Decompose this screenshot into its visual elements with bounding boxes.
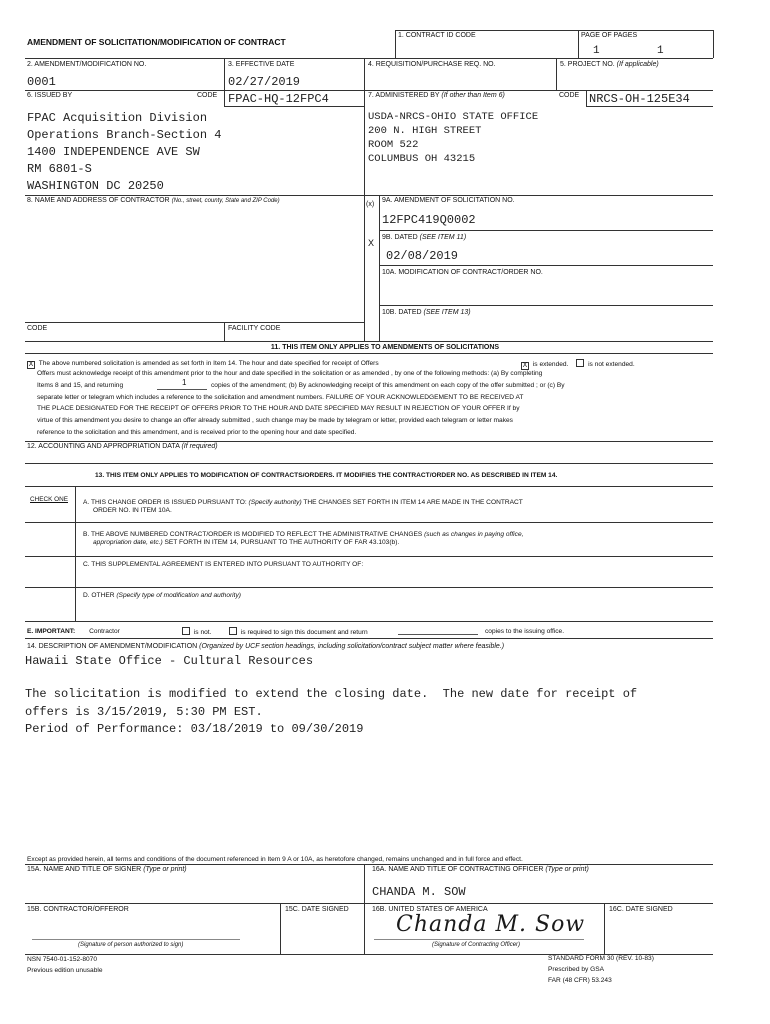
- item14-text: 14. DESCRIPTION OF AMENDMENT/MODIFICATION: [27, 643, 198, 650]
- issued-by-code-label: CODE: [197, 92, 218, 99]
- contractor-offeror-label: 15B. CONTRACTOR/OFFEROR: [27, 906, 129, 913]
- item9b-note: (SEE ITEM 11): [419, 234, 467, 241]
- sig-person-note: (Signature of person authorized to sign): [78, 942, 184, 948]
- nsn: NSN 7540-01-152-8070: [27, 956, 98, 963]
- officer-label: [372, 866, 589, 874]
- item9a-value: 12FPC419Q0002: [382, 213, 476, 227]
- signer-label-note: (Type or print): [143, 866, 187, 873]
- item12-label: [27, 443, 218, 451]
- form-title: AMENDMENT OF SOLICITATION/MODIFICATION OF CONTRACT: [27, 37, 286, 47]
- item12-note: (If required): [181, 443, 218, 450]
- not-extended-label: is not extended.: [588, 361, 635, 368]
- eff-date-label: 3. EFFECTIVE DATE: [228, 61, 295, 68]
- item13b-note1: (such as changes in paying office,: [424, 531, 524, 538]
- item11-line5: THE PLACE DESIGNATED FOR THE RECEIPT OF OFFERS PRIOR TO THE HOUR AND DATE SPECIFIED MAY RESULT IN REJECTION OF YOUR OFFER If by: [37, 405, 520, 412]
- far-reference: FAR (48 CFR) 53.243: [548, 977, 612, 984]
- item9b-value: 02/08/2019: [386, 249, 459, 263]
- amend-no-label: 2. AMENDMENT/MODIFICATION NO.: [27, 61, 147, 68]
- item9a-label: 9A. AMENDMENT OF SOLICITATION NO.: [382, 197, 515, 204]
- item10a-label: 10A. MODIFICATION OF CONTRACT/ORDER NO.: [382, 269, 543, 276]
- item13c[interactable]: C. THIS SUPPLEMENTAL AGREEMENT IS ENTERED INTO PURSUANT TO AUTHORITY OF:: [83, 561, 364, 568]
- item10b-label: [382, 309, 471, 317]
- issued-by-code: FPAC-HQ-12FPC4: [228, 92, 329, 106]
- administered-by-address: USDA-NRCS-OHIO STATE OFFICE 200 N. HIGH STREET ROOM 522 COLUMBUS OH 43215: [368, 111, 539, 165]
- except-text: Except as provided herein, all terms and conditions of the document referenced in Item 9 A or 10A, as heretofore changed, remains unchanged and in full force and effect.: [27, 856, 523, 863]
- administered-by-code: NRCS-OH-125E34: [589, 92, 690, 106]
- item10b-text: 10B. DATED: [382, 309, 422, 316]
- item13d-text: D. OTHER: [83, 592, 115, 599]
- copies-to-label: copies to the issuing office.: [485, 628, 565, 635]
- page-number: 1: [593, 45, 600, 57]
- item11-checkbox[interactable]: X: [28, 361, 34, 368]
- item13b-text2: SET FORTH IN ITEM 14, PURSUANT TO THE AUTHORITY OF FAR 43.103(b).: [164, 539, 400, 546]
- item13b-note2: appropriation date, etc.): [93, 539, 163, 546]
- item13a-note: (Specify authority): [248, 499, 302, 506]
- is-not-label: is not.: [193, 629, 212, 636]
- item11-line2: Offers must acknowledge receipt of this amendment prior to the hour and date specified in the solicitation or as amended , by one of the following methods: (a) By completing: [37, 370, 543, 377]
- important-row: [27, 627, 120, 636]
- contractor-label: [27, 197, 280, 205]
- item14-subject: Hawaii State Office - Cultural Resources: [25, 654, 314, 668]
- item9b-text: 9B. DATED: [382, 234, 418, 241]
- item11-line4: separate letter or telegram which includes a reference to the solicitation and amendment numbers. FAILURE OF YOUR ACKNOWLEDGEMENT TO BE RECEIVED AT: [37, 394, 524, 401]
- item11-line3b: copies of the amendment; (b) By acknowledging receipt of this amendment on each copy of the offer submitted ; or (c) By: [211, 382, 565, 389]
- item13d-note: (Specify type of modification and authority): [116, 592, 241, 599]
- total-pages: 1: [657, 45, 664, 57]
- item13d[interactable]: [83, 591, 241, 600]
- administered-by-label: [368, 92, 505, 100]
- previous-edition: Previous edition unusable: [27, 967, 103, 974]
- not-extended-checkbox[interactable]: [576, 359, 584, 367]
- item13a-text3: ORDER NO. IN ITEM 10A.: [93, 507, 172, 514]
- contractor-label-text: 8. NAME AND ADDRESS OF CONTRACTOR: [27, 197, 170, 204]
- item12-text: 12. ACCOUNTING AND APPROPRIATION DATA: [27, 443, 180, 450]
- item11-line7: reference to the solicitation and this amendment, and is received prior to the opening hour and date specified.: [37, 429, 357, 436]
- project-no-text: 5. PROJECT NO.: [560, 61, 615, 68]
- item13a-text1: A. THIS CHANGE ORDER IS ISSUED PURSUANT TO:: [83, 499, 247, 506]
- contractor-label-note: (No., street, county, State and ZIP Code): [171, 198, 280, 204]
- item13b-line2: [93, 538, 399, 547]
- is-required-label: is required to sign this document and return: [240, 629, 368, 636]
- amend-no-value: 0001: [27, 75, 56, 89]
- sig-officer-note: (Signature of Contracting Officer): [432, 942, 521, 948]
- contract-id-label: 1. CONTRACT ID CODE: [398, 32, 476, 39]
- date-signed-15c: 15C. DATE SIGNED: [285, 906, 349, 913]
- item9-mark-b: X: [368, 238, 375, 248]
- item11-line1-text: The above numbered solicitation is amended as set forth in Item 14. The hour and date specified for receipt of Offers: [38, 360, 379, 367]
- item14-label: [27, 643, 504, 651]
- item11-heading: 11. THIS ITEM ONLY APPLIES TO AMENDMENTS OF SOLICITATIONS: [270, 344, 500, 351]
- req-no-label: 4. REQUISITION/PURCHASE REQ. NO.: [368, 61, 496, 68]
- usa-label: 16B. UNITED STATES OF AMERICA: [372, 906, 488, 913]
- prescribed-by: Prescribed by GSA: [548, 966, 605, 973]
- check-one-label: CHECK ONE: [30, 496, 68, 503]
- contracting-officer-signature: Chanda M. Sow: [396, 912, 586, 937]
- project-no-note: (If applicable): [616, 61, 659, 68]
- is-required-checkbox[interactable]: [229, 627, 237, 635]
- item11-line1: [27, 359, 379, 369]
- administered-by-text: 7. ADMINISTERED BY: [368, 92, 440, 99]
- is-not-checkbox[interactable]: [182, 627, 190, 635]
- officer-label-note: (Type or print): [545, 866, 589, 873]
- item9b-label: [382, 234, 466, 242]
- item13a-text2: THE CHANGES SET FORTH IN ITEM 14 ARE MADE IN THE CONTRACT: [303, 499, 523, 506]
- date-signed-16c: 16C. DATE SIGNED: [609, 906, 673, 913]
- item14-body: The solicitation is modified to extend the closing date. The new date for receipt of offers is 3/15/2019, 5:30 PM EST. Period of Performance: 03/18/2019 to 09/30/2019: [25, 687, 638, 736]
- facility-code-label: FACILITY CODE: [228, 325, 281, 332]
- item9-mark-a: (x): [366, 201, 375, 208]
- is-not-option: [182, 627, 211, 637]
- project-no-label: [560, 61, 659, 69]
- extended-label: is extended.: [532, 361, 569, 368]
- important-label: E. IMPORTANT:: [27, 628, 76, 635]
- eff-date-value: 02/27/2019: [228, 75, 301, 89]
- item13-heading: 13. THIS ITEM ONLY APPLIES TO MODIFICATION OF CONTRACTS/ORDERS. IT MODIFIES THE CONTRACT/ORDER NO. AS DESCRIBED IN ITEM 14.: [95, 472, 558, 479]
- page-of-pages-label: PAGE OF PAGES: [581, 32, 638, 39]
- officer-label-text: 16A. NAME AND TITLE OF CONTRACTING OFFICER: [372, 866, 544, 873]
- administered-by-code-label: CODE: [559, 92, 580, 99]
- important-contractor: Contractor: [89, 628, 120, 635]
- item14-note: (Organized by UCF section headings, including solicitation/contract subject matter where feasible.): [199, 643, 505, 650]
- contractor-code-label: CODE: [27, 325, 48, 332]
- signer-label: [27, 866, 187, 874]
- item13b-text1: B. THE ABOVE NUMBERED CONTRACT/ORDER IS MODIFIED TO REFLECT THE ADMINISTRATIVE CHANGES: [83, 531, 423, 538]
- is-required-option: [229, 627, 368, 637]
- extended-checkbox[interactable]: X: [522, 362, 528, 369]
- item11-line6: virtue of this amendment you desire to change an offer already submitted , such change may be made by telegram or letter, provided each telegram or letter makes: [37, 417, 513, 424]
- issued-by-address: FPAC Acquisition Division Operations Branch-Section 4 1400 INDEPENDENCE AVE SW RM 6801-S WASHINGTON DC 20250: [27, 111, 222, 193]
- officer-name: CHANDA M. SOW: [372, 885, 466, 899]
- signer-label-text: 15A. NAME AND TITLE OF SIGNER: [27, 866, 142, 873]
- standard-form: STANDARD FORM 30 (REV. 10-83): [548, 955, 654, 962]
- item11-copies: 1: [182, 378, 187, 387]
- item10b-note: (SEE ITEM 13): [423, 309, 471, 316]
- item11-line3a: Items 8 and 15, and returning: [37, 382, 124, 389]
- issued-by-label: 6. ISSUED BY: [27, 92, 73, 99]
- administered-by-note: (If other than Item 6): [441, 92, 505, 99]
